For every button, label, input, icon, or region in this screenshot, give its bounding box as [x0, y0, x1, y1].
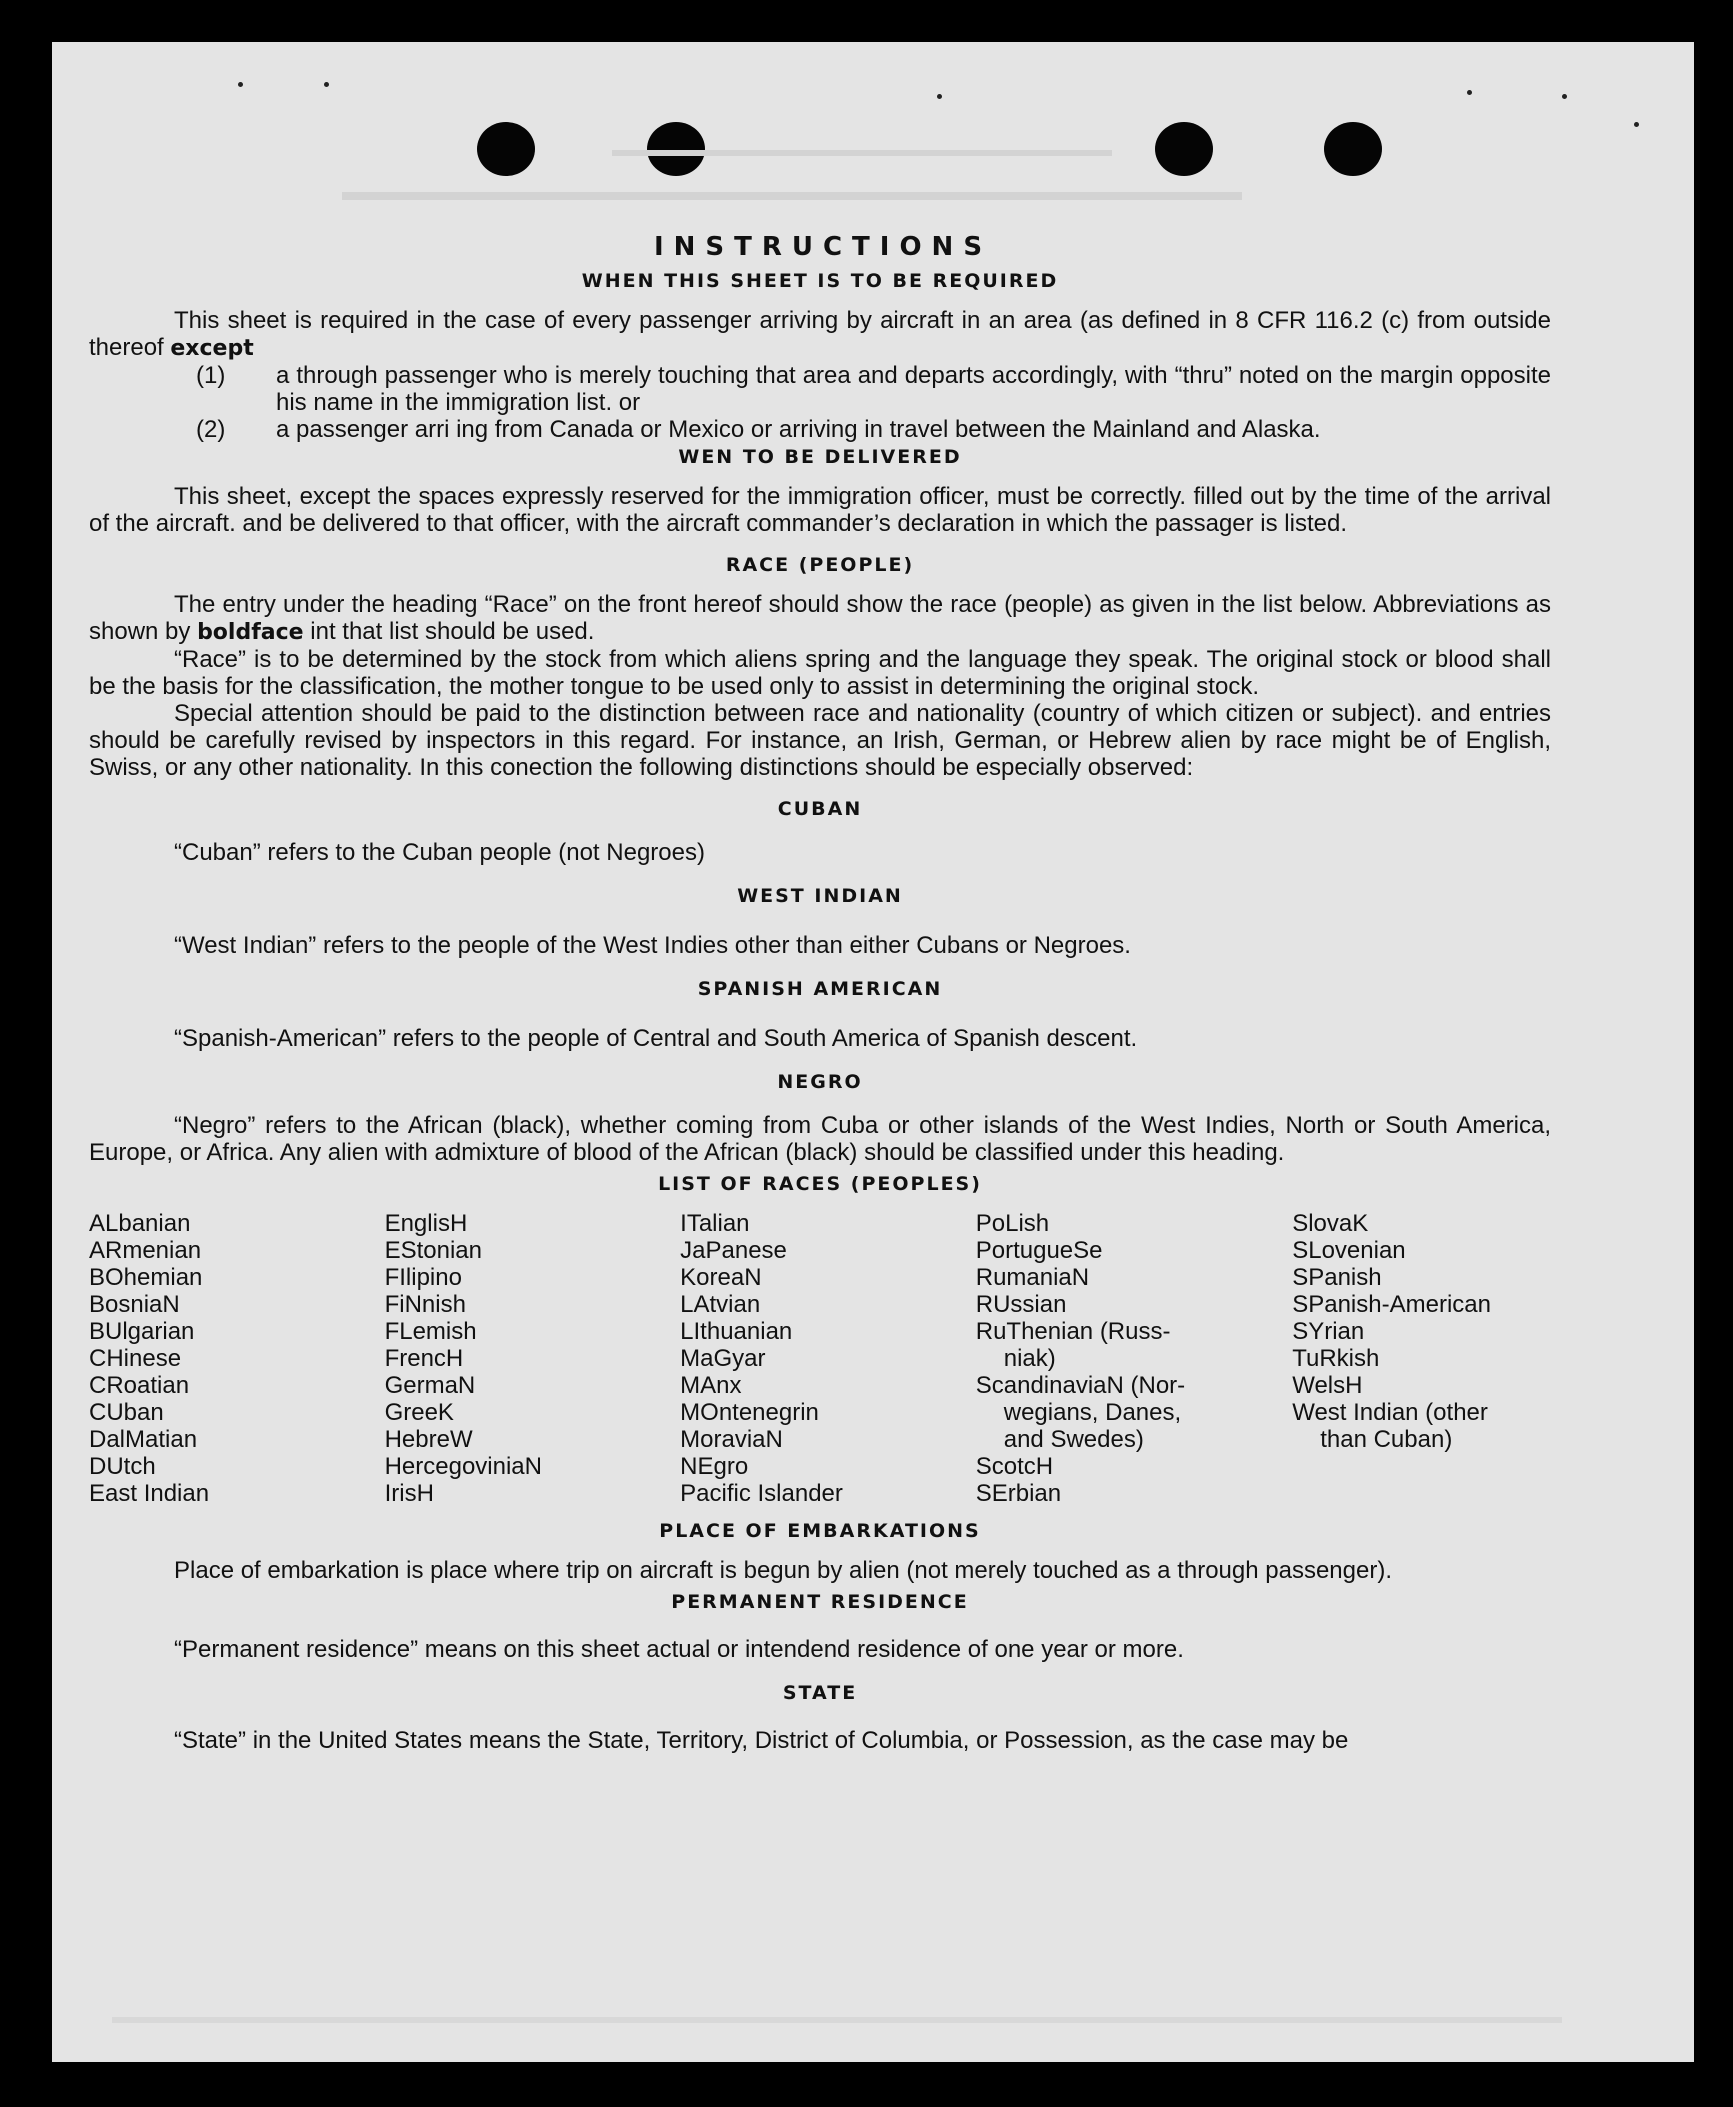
race-name: HercegoviniaN: [384, 1453, 542, 1480]
race-name: and Swedes): [1003, 1426, 1144, 1453]
race-name: MOntenegrin: [680, 1399, 819, 1426]
race-name: SErbian: [975, 1480, 1062, 1507]
race-name: GreeK: [384, 1399, 454, 1426]
section-heading: RACE (PEOPLE): [725, 554, 915, 576]
race-column: [1292, 1210, 1551, 1507]
section-heading: WEN TO BE DELIVERED: [678, 446, 962, 468]
race-name: MoraviaN: [680, 1426, 783, 1453]
section-heading: NEGRO: [777, 1071, 863, 1093]
race-name: SlovaK: [1292, 1210, 1369, 1237]
race-name: FrencH: [384, 1345, 464, 1372]
race-name: EStonian: [384, 1237, 482, 1264]
race-name: MaGyar: [680, 1345, 766, 1372]
speck: [1562, 94, 1567, 99]
list-item: [89, 362, 1551, 416]
race-name: wegians, Danes,: [1003, 1399, 1182, 1426]
race-name: IrisH: [384, 1480, 434, 1507]
race-name: EnglisH: [384, 1210, 468, 1237]
item-number: (1): [196, 362, 226, 389]
item-text: a through passenger who is merely touching that area and departs accordingly, with “thru” noted on the margin opposite his name in the immigration list. or: [276, 362, 1551, 416]
race-name: HebreW: [384, 1426, 473, 1453]
race-name: CHinese: [89, 1345, 182, 1372]
speck: [937, 94, 942, 99]
race-name: RUssian: [975, 1291, 1067, 1318]
race-name: ARmenian: [89, 1237, 202, 1264]
paragraph: Special attention should be paid to the distinction between race and nationality (country of which citizen or subject). and entries should be carefully revised by inspectors in this regard. For instance, an Irish, German, or Hebrew alien by race might be of English, Swiss, or any other nationality. In this conection the following distinctions should be especially observed:: [89, 700, 1551, 781]
bleed-through: [612, 150, 1112, 156]
race-name: SLovenian: [1292, 1237, 1406, 1264]
race-name: KoreaN: [680, 1264, 762, 1291]
race-name: ITalian: [680, 1210, 750, 1237]
race-column: [385, 1210, 681, 1507]
race-name: SPanish: [1292, 1264, 1382, 1291]
paragraph: “Cuban” refers to the Cuban people (not Negroes): [174, 839, 705, 866]
race-name: than Cuban): [1320, 1426, 1453, 1453]
race-name: GermaN: [384, 1372, 476, 1399]
race-name: DalMatian: [89, 1426, 198, 1453]
speck: [1467, 90, 1472, 95]
race-name: BosniaN: [89, 1291, 180, 1318]
list-item: [89, 416, 1551, 443]
instructions-content: [89, 227, 1551, 1754]
section-heading: PLACE OF EMBARKATIONS: [659, 1520, 981, 1542]
speck: [1634, 122, 1639, 127]
race-name: BUlgarian: [89, 1318, 195, 1345]
paragraph: This sheet, except the spaces expressly reserved for the immigration officer, must be correctly. filled out by the time of the arrival of the aircraft. and be delivered to that officer, with the aircraft commander’s declaration in which the passager is listed.: [89, 483, 1551, 537]
race-name: PoLish: [975, 1210, 1050, 1237]
paragraph: Place of embarkation is place where trip on aircraft is begun by alien (not merely touched as a through passenger).: [174, 1557, 1392, 1584]
item-number: (2): [196, 416, 226, 443]
race-name: PortugueSe: [975, 1237, 1103, 1264]
race-column: [680, 1210, 976, 1507]
race-name: LAtvian: [680, 1291, 761, 1318]
race-name: ScandinaviaN (Nor-: [975, 1372, 1186, 1399]
item-text: a passenger arri ing from Canada or Mexico or arriving in travel between the Mainland and Alaska.: [276, 416, 1321, 443]
bold-term: boldface: [197, 620, 304, 645]
punch-hole: [1324, 122, 1382, 176]
race-name: NEgro: [680, 1453, 749, 1480]
paragraph: “Race” is to be determined by the stock from which aliens spring and the language they speak. The original stock or blood shall be the basis for the classification, the mother tongue to be used only to assist in determining the original stock.: [89, 646, 1551, 700]
race-name: CUban: [89, 1399, 164, 1426]
race-name: niak): [1003, 1345, 1056, 1372]
bleed-through: [112, 2017, 1562, 2023]
paragraph: “Permanent residence” means on this sheet actual or intendend residence of one year or more.: [174, 1636, 1184, 1663]
section-heading: WEST INDIAN: [737, 885, 903, 907]
race-name: East Indian: [89, 1480, 210, 1507]
page-title: INSTRUCTIONS: [653, 232, 993, 262]
paragraph: “Spanish-American” refers to the people of Central and South America of Spanish descent.: [174, 1025, 1138, 1052]
section-heading: SPANISH AMERICAN: [697, 978, 943, 1000]
paragraph-text: int that list should be used.: [310, 618, 595, 645]
bold-term: except: [170, 336, 254, 361]
race-name: WelsH: [1292, 1372, 1363, 1399]
race-column: [89, 1210, 385, 1507]
speck: [238, 82, 243, 87]
paragraph-text: The entry under the heading “Race” on the front hereof should show the race (people) as given in the list below. Abbreviations as shown by: [89, 591, 1551, 645]
race-name: ScotcH: [975, 1453, 1054, 1480]
race-name: MAnx: [680, 1372, 742, 1399]
speck: [324, 82, 329, 87]
race-name: LIthuanian: [680, 1318, 793, 1345]
race-name: TuRkish: [1292, 1345, 1380, 1372]
race-column: [976, 1210, 1292, 1507]
section-heading: LIST OF RACES (PEOPLES): [658, 1173, 982, 1195]
section-heading: WHEN THIS SHEET IS TO BE REQUIRED: [581, 270, 1059, 292]
paragraph: [89, 307, 1551, 362]
race-name: SYrian: [1292, 1318, 1365, 1345]
paragraph: “State” in the United States means the State, Territory, District of Columbia, or Possession, as the case may be: [174, 1727, 1349, 1754]
race-name: JaPanese: [680, 1237, 787, 1264]
paragraph: [89, 591, 1551, 646]
bleed-through: [342, 192, 1242, 200]
section-heading: STATE: [782, 1682, 858, 1704]
paragraph-text: This sheet is required in the case of every passenger arriving by aircraft in an area (as defined in 8 CFR 116.2 (c) from outside thereof: [89, 307, 1551, 361]
race-name: Pacific Islander: [680, 1480, 843, 1507]
document-page: [52, 42, 1694, 2062]
race-name: FIlipino: [384, 1264, 462, 1291]
race-name: ALbanian: [89, 1210, 191, 1237]
race-name: CRoatian: [89, 1372, 190, 1399]
punch-hole: [477, 122, 535, 176]
race-name: FiNnish: [384, 1291, 466, 1318]
race-name: West Indian (other: [1292, 1399, 1488, 1426]
paragraph: “West Indian” refers to the people of the West Indies other than either Cubans or Negroes.: [174, 932, 1131, 959]
punch-hole: [1155, 122, 1213, 176]
race-name: BOhemian: [89, 1264, 203, 1291]
race-name: SPanish-American: [1292, 1291, 1491, 1318]
race-name: DUtch: [89, 1453, 156, 1480]
section-heading: PERMANENT RESIDENCE: [671, 1591, 969, 1613]
paragraph: “Negro” refers to the African (black), whether coming from Cuba or other islands of the West Indies, North or South America, Europe, or Africa. Any alien with admixture of blood of the African (black) should be classified under this heading.: [89, 1112, 1551, 1166]
race-name: RumaniaN: [975, 1264, 1090, 1291]
race-name: RuThenian (Russ-: [975, 1318, 1171, 1345]
punch-hole: [647, 122, 705, 176]
race-name: FLemish: [384, 1318, 477, 1345]
section-heading: CUBAN: [777, 798, 863, 820]
race-list: [89, 1210, 1551, 1507]
